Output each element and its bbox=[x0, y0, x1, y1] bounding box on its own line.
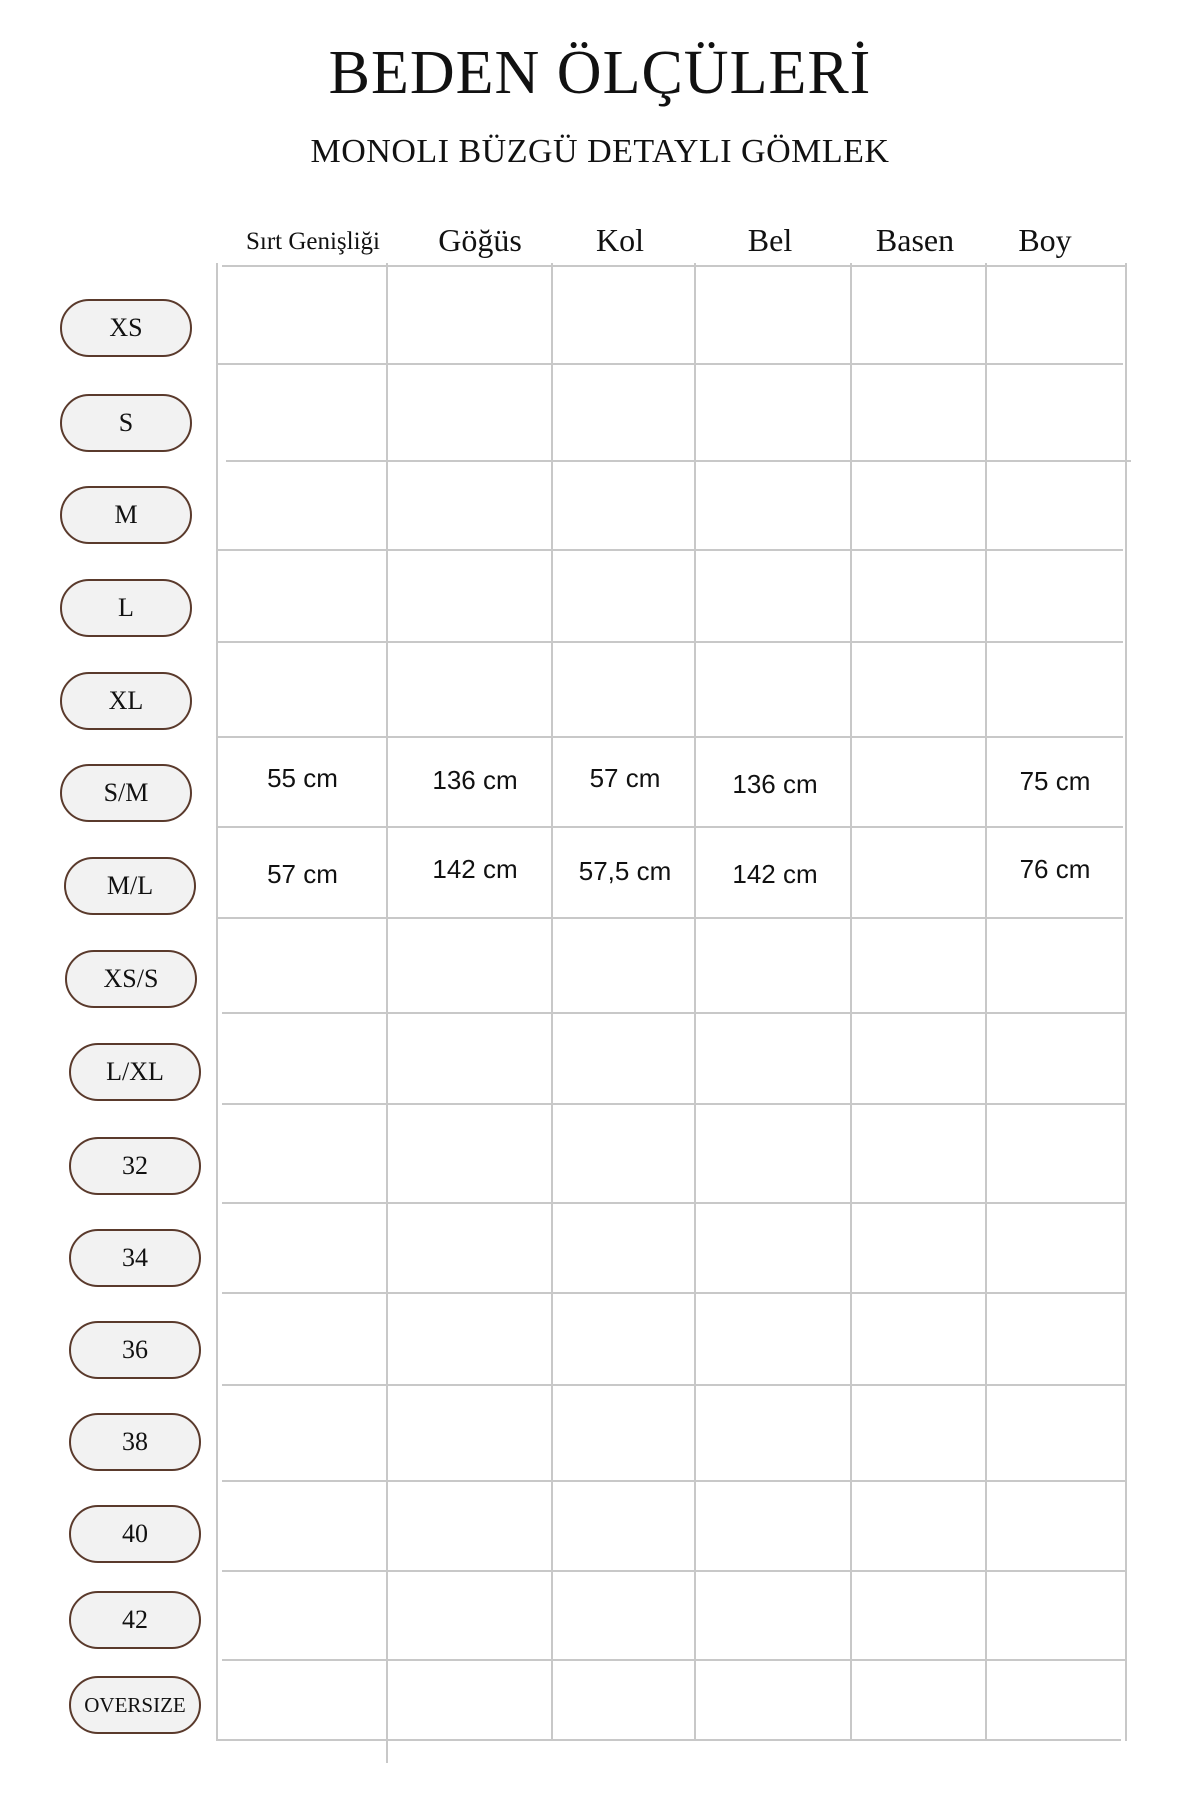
grid-line-horizontal bbox=[222, 1012, 1127, 1014]
grid-line-horizontal bbox=[222, 1103, 1127, 1105]
column-header-sirt-genisligi: Sırt Genişliği bbox=[245, 228, 381, 255]
grid-line-horizontal bbox=[218, 736, 1123, 738]
grid-line-horizontal bbox=[222, 1384, 1127, 1386]
cell-m-l-bel: 142 cm bbox=[732, 859, 818, 889]
grid-line-horizontal bbox=[226, 460, 1131, 462]
column-header-basen: Basen bbox=[875, 222, 955, 258]
size-label-m-l: M/L bbox=[64, 857, 196, 915]
column-header-kol: Kol bbox=[596, 222, 644, 258]
grid-line-horizontal bbox=[218, 549, 1123, 551]
grid-line-horizontal bbox=[222, 1292, 1127, 1294]
size-label-38: 38 bbox=[69, 1413, 201, 1471]
size-label-s-m: S/M bbox=[60, 764, 192, 822]
grid-line-vertical bbox=[850, 263, 852, 1741]
cell-s-m-bel: 136 cm bbox=[732, 769, 818, 799]
grid-line-horizontal bbox=[222, 265, 1127, 267]
cell-s-m-sirt-genisligi: 55 cm bbox=[267, 763, 338, 793]
grid-line-horizontal bbox=[218, 641, 1123, 643]
size-label-oversize: OVERSIZE bbox=[69, 1676, 201, 1734]
page-subtitle: MONOLI BÜZGÜ DETAYLI GÖMLEK bbox=[310, 133, 890, 170]
grid-line-vertical bbox=[985, 263, 987, 1741]
grid-line-vertical bbox=[216, 263, 218, 1741]
column-header-bel: Bel bbox=[747, 222, 793, 258]
grid-line-vertical bbox=[551, 263, 553, 1741]
cell-m-l-sirt-genisligi: 57 cm bbox=[267, 859, 338, 889]
size-label-l-xl: L/XL bbox=[69, 1043, 201, 1101]
cell-s-m-gogus: 136 cm bbox=[432, 765, 518, 795]
grid-line-horizontal bbox=[222, 1570, 1127, 1572]
size-label-l: L bbox=[60, 579, 192, 637]
grid-line-vertical bbox=[694, 263, 696, 1741]
cell-s-m-boy: 75 cm bbox=[1019, 766, 1091, 796]
grid-line-horizontal bbox=[222, 1202, 1127, 1204]
grid-line-vertical bbox=[1125, 263, 1127, 1741]
column-header-boy: Boy bbox=[1018, 222, 1072, 258]
grid-line-horizontal bbox=[222, 1659, 1127, 1661]
size-label-36: 36 bbox=[69, 1321, 201, 1379]
size-label-40: 40 bbox=[69, 1505, 201, 1563]
size-label-xl: XL bbox=[60, 672, 192, 730]
cell-m-l-boy: 76 cm bbox=[1019, 854, 1091, 884]
size-label-xs: XS bbox=[60, 299, 192, 357]
page-title: BEDEN ÖLÇÜLERİ bbox=[328, 39, 872, 107]
size-label-s: S bbox=[60, 394, 192, 452]
cell-m-l-kol: 57,5 cm bbox=[578, 856, 672, 886]
size-label-m: M bbox=[60, 486, 192, 544]
grid-line-horizontal bbox=[222, 1480, 1127, 1482]
grid-line-horizontal bbox=[216, 1739, 1121, 1741]
cell-m-l-gogus: 142 cm bbox=[432, 854, 518, 884]
grid-line-horizontal bbox=[218, 826, 1123, 828]
size-label-42: 42 bbox=[69, 1591, 201, 1649]
size-label-34: 34 bbox=[69, 1229, 201, 1287]
grid-line-horizontal bbox=[218, 917, 1123, 919]
size-label-xs-s: XS/S bbox=[65, 950, 197, 1008]
column-header-gogus: Göğüs bbox=[438, 222, 522, 258]
grid-line-horizontal bbox=[218, 363, 1123, 365]
cell-s-m-kol: 57 cm bbox=[589, 763, 661, 793]
size-label-32: 32 bbox=[69, 1137, 201, 1195]
